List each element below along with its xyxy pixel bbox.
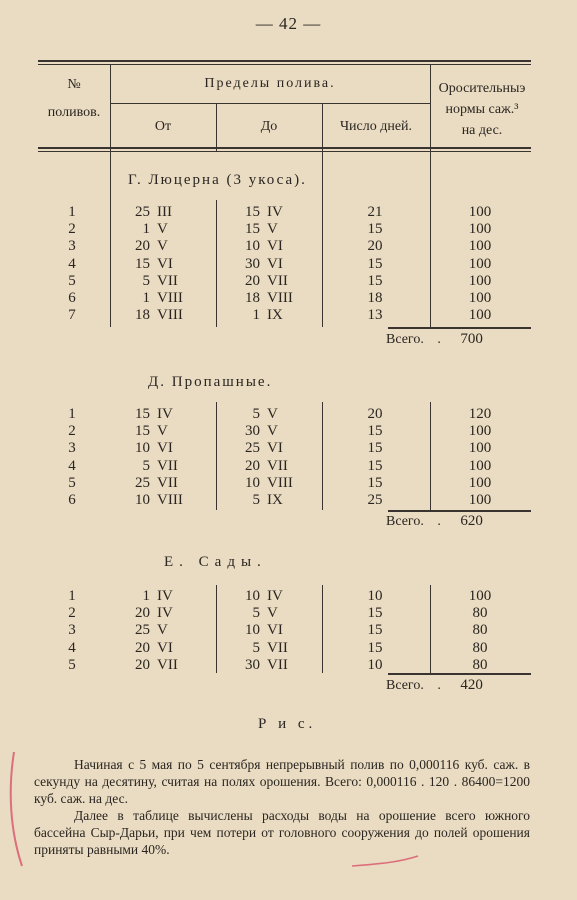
from-day: 25: [135, 622, 150, 639]
irrigation-norm: 100: [468, 423, 492, 440]
days-count: 15: [367, 605, 383, 622]
from-month: VIII: [157, 492, 183, 508]
days-count: 15: [367, 622, 383, 639]
header-bottom-rule-thin: [38, 151, 531, 152]
body-sep-d3: [430, 585, 431, 673]
body-sep-b2: [216, 402, 217, 510]
row-number: 4: [68, 457, 76, 474]
body-sep-b3: [216, 585, 217, 673]
to-day: 10: [245, 588, 260, 604]
row-number: 1: [68, 204, 76, 220]
from-day: 5: [142, 272, 150, 289]
header-num-sign: №: [67, 77, 81, 92]
irrigation-norm: 100: [468, 238, 492, 255]
row-number: 5: [68, 272, 76, 289]
header-limits-rule: [110, 103, 430, 104]
header-bottom-rule: [38, 147, 531, 149]
to-month: IX: [267, 307, 283, 324]
header-num: [38, 76, 110, 123]
from-month: VII: [157, 656, 178, 673]
from-month: V: [157, 622, 168, 639]
header-norm-line2: нормы саж.³: [445, 102, 519, 117]
days-count: 15: [367, 255, 383, 272]
to-day: 15: [245, 204, 260, 220]
from-day: 1: [142, 588, 150, 604]
to-day: 30: [245, 423, 260, 440]
total-row-crops: Всего. . 620: [386, 513, 483, 529]
row-number: 1: [68, 588, 76, 604]
from-month: VII: [157, 457, 178, 474]
body-sep-c3: [322, 585, 323, 673]
to-month: VI: [267, 622, 283, 639]
to-month: IX: [267, 492, 283, 508]
body-text: [34, 756, 530, 858]
from-day: 20: [135, 238, 150, 255]
total-rule-2: [388, 510, 531, 512]
days-count: 15: [367, 440, 383, 457]
from-day: 15: [135, 255, 150, 272]
total-value: 700: [460, 331, 483, 347]
irrigation-norm: 100: [468, 474, 492, 491]
paragraph-1: Начиная с 5 мая по 5 сентября непрерывный полив по 0,000116 куб. саж. в секунду на десятину, считая на полях орошения. Всего: 0,000116 . 120 . 86400=1200 куб. саж. на дес.: [34, 757, 530, 806]
days-count: 10: [367, 656, 383, 673]
to-month: VII: [267, 639, 288, 656]
total-label: Всего.: [386, 514, 424, 529]
days-count: 25: [367, 492, 383, 508]
to-day: 10: [245, 238, 260, 255]
to-month: V: [267, 605, 278, 622]
to-month: VI: [267, 440, 283, 457]
to-month: V: [267, 221, 278, 238]
from-month: III: [157, 204, 172, 220]
irrigation-norm: 80: [472, 656, 488, 673]
section-title-row-crops: Д. Пропашные.: [148, 374, 273, 390]
irrigation-norm: 80: [472, 605, 488, 622]
from-day: 20: [135, 605, 150, 622]
days-count: 15: [367, 474, 383, 491]
days-count: 15: [367, 272, 383, 289]
row-number: 5: [68, 656, 76, 673]
to-day: 5: [252, 406, 260, 422]
total-label: Всего.: [386, 678, 424, 693]
header-norm: [430, 78, 534, 141]
irrigation-norm: 100: [468, 221, 492, 238]
row-number: 3: [68, 622, 76, 639]
days-count: 20: [367, 406, 383, 422]
from-month: VIII: [157, 307, 183, 324]
irrigation-norm: 120: [468, 406, 492, 422]
row-number: 4: [68, 639, 76, 656]
from-month: V: [157, 238, 168, 255]
row-number: 6: [68, 290, 76, 306]
body-sep-c2: [322, 402, 323, 510]
days-count: 20: [367, 238, 383, 255]
irrigation-norm: 100: [468, 255, 492, 272]
body-sep-b1: [216, 200, 217, 327]
to-month: VII: [267, 457, 288, 474]
from-month: V: [157, 423, 168, 440]
to-month: VI: [267, 255, 283, 272]
from-day: 1: [142, 290, 150, 306]
row-number: 3: [68, 238, 76, 255]
irrigation-norm: 100: [468, 440, 492, 457]
section-title-orchards: Е. Сады.: [164, 554, 267, 570]
from-month: VIII: [157, 290, 183, 306]
to-month: VII: [267, 272, 288, 289]
body-sep-c1: [322, 152, 323, 327]
to-month: VIII: [267, 290, 293, 306]
total-rule-1: [388, 327, 531, 329]
to-day: 5: [252, 492, 260, 508]
body-sep-d2: [430, 402, 431, 510]
from-month: V: [157, 221, 168, 238]
irrigation-norm: 80: [472, 622, 488, 639]
to-day: 10: [245, 474, 260, 491]
header-norm-line1: Оросительныэ: [438, 81, 526, 96]
total-label: Всего.: [386, 332, 424, 347]
to-day: 1: [252, 307, 260, 324]
from-day: 1: [142, 221, 150, 238]
to-day: 30: [245, 255, 260, 272]
days-count: 21: [367, 204, 383, 220]
from-month: VII: [157, 272, 178, 289]
irrigation-norm: 100: [468, 290, 492, 306]
row-number: 2: [68, 423, 76, 440]
to-month: VII: [267, 656, 288, 673]
row-number: 7: [68, 307, 76, 324]
row-number: 1: [68, 406, 76, 422]
to-day: 18: [245, 290, 260, 306]
to-month: VI: [267, 238, 283, 255]
irrigation-norm: 80: [472, 639, 488, 656]
total-alfalfa: Всего. . 700: [386, 331, 483, 347]
from-day: 10: [135, 492, 150, 508]
total-rule-3: [388, 673, 531, 675]
header-from: От: [154, 119, 172, 134]
irrigation-norm: 100: [468, 492, 492, 508]
from-month: VI: [157, 440, 173, 457]
to-day: 5: [252, 639, 260, 656]
header-num-label: поливов.: [47, 104, 101, 120]
page-number: — 42 —: [255, 14, 322, 33]
from-day: 15: [135, 406, 150, 422]
row-number: 3: [68, 440, 76, 457]
from-month: IV: [157, 605, 173, 622]
total-value: 420: [460, 677, 483, 693]
to-month: VIII: [267, 474, 293, 491]
from-month: VII: [157, 474, 178, 491]
from-day: 15: [135, 423, 150, 440]
table-top-rule-thin: [38, 64, 531, 65]
from-month: VI: [157, 255, 173, 272]
to-day: 20: [245, 457, 260, 474]
to-day: 10: [245, 622, 260, 639]
to-day: 30: [245, 656, 260, 673]
to-day: 15: [245, 221, 260, 238]
days-count: 18: [367, 290, 383, 306]
to-day: 5: [252, 605, 260, 622]
days-count: 15: [367, 457, 383, 474]
total-value: 620: [460, 513, 483, 529]
from-day: 25: [135, 474, 150, 491]
to-month: V: [267, 406, 278, 422]
from-month: IV: [157, 588, 173, 604]
from-day: 5: [142, 457, 150, 474]
header-norm-line3: на дес.: [461, 123, 503, 138]
days-count: 15: [367, 423, 383, 440]
days-count: 15: [367, 221, 383, 238]
to-month: IV: [267, 204, 283, 220]
irrigation-norm: 100: [468, 588, 492, 604]
from-day: 20: [135, 639, 150, 656]
header-days: Число дней.: [339, 119, 413, 134]
row-number: 6: [68, 492, 76, 508]
irrigation-norm: 100: [468, 204, 492, 220]
from-day: 18: [135, 307, 150, 324]
irrigation-norm: 100: [468, 307, 492, 324]
body-sep-d1: [430, 152, 431, 327]
section-title-alfalfa: Г. Люцерна (3 укоса).: [128, 172, 307, 188]
to-day: 25: [245, 440, 260, 457]
total-orchards: Всего. . 420: [386, 677, 483, 693]
header-limits: Пределы полива.: [204, 76, 336, 91]
figure-caption: Р и с.: [258, 716, 317, 732]
row-number: 2: [68, 221, 76, 238]
irrigation-norm: 100: [468, 457, 492, 474]
table-top-rule: [38, 60, 531, 62]
header-to: До: [260, 119, 278, 134]
days-count: 15: [367, 639, 383, 656]
from-day: 25: [135, 204, 150, 220]
body-sep-a1: [110, 152, 111, 327]
from-day: 20: [135, 656, 150, 673]
row-number: 5: [68, 474, 76, 491]
to-month: IV: [267, 588, 283, 604]
from-month: VI: [157, 639, 173, 656]
row-number: 2: [68, 605, 76, 622]
from-month: IV: [157, 406, 173, 422]
row-number: 4: [68, 255, 76, 272]
to-day: 20: [245, 272, 260, 289]
days-count: 13: [367, 307, 383, 324]
to-month: V: [267, 423, 278, 440]
days-count: 10: [367, 588, 383, 604]
irrigation-norm: 100: [468, 272, 492, 289]
paragraph-2: Далее в таблице вычислены расходы воды на орошение всего южного бассейна Сыр-Дарьи, при чем потери от головного сооружения до полей орошения приняты равными 40%.: [34, 808, 530, 857]
from-day: 10: [135, 440, 150, 457]
